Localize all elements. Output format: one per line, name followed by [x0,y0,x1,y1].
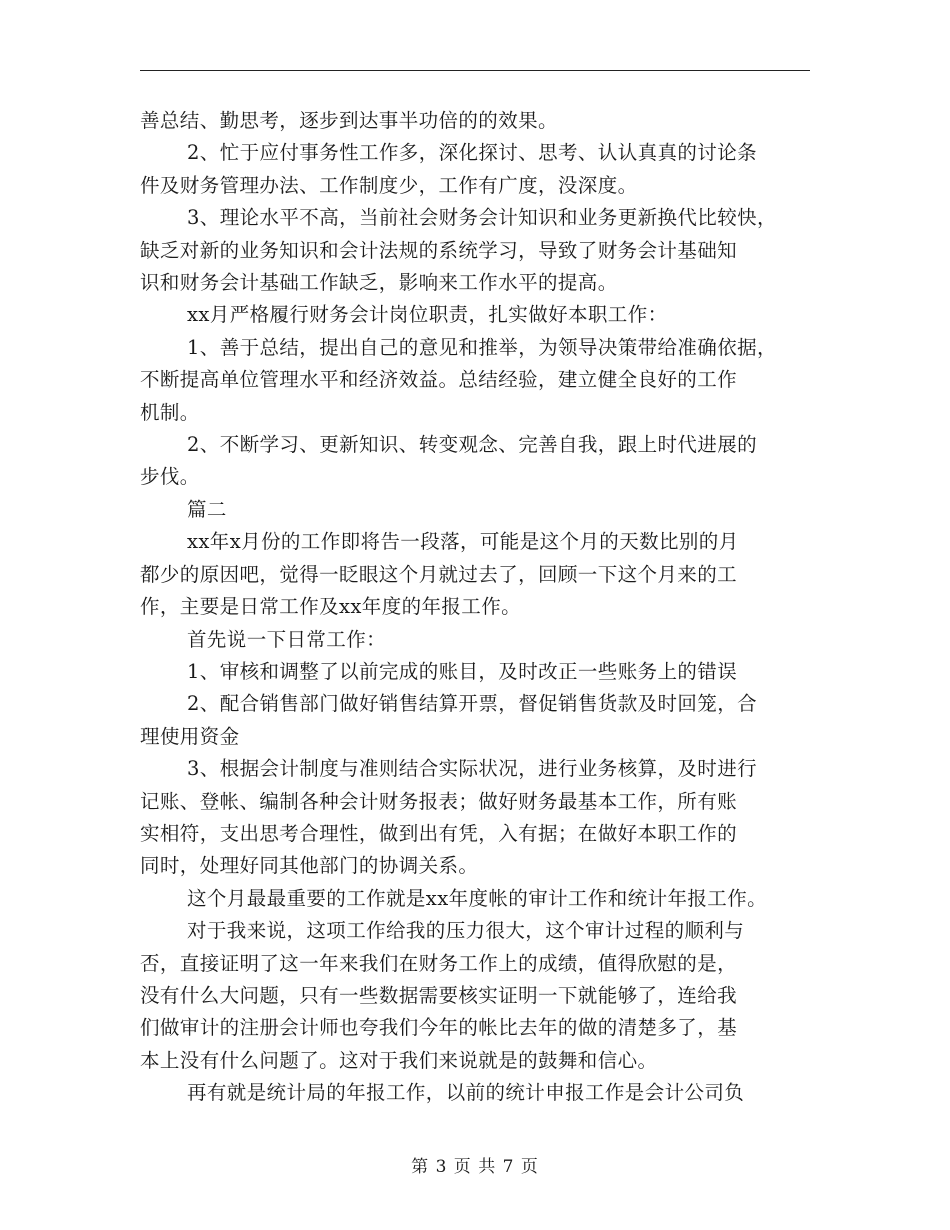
text-line: 2、不断学习、更新知识、转变观念、完善自我，跟上时代进展的 [187,433,758,457]
text-line: 2、忙于应付事务性工作多，深化探讨、思考、认认真真的讨论条 [187,141,758,165]
text-line: 再有就是统计局的年报工作，以前的统计申报工作是会计公司负 [187,1081,745,1105]
text-line: 1、审核和调整了以前完成的账目，及时改正一些账务上的错误 [187,659,738,683]
text-line: 记账、登帐、编制各种会计财务报表；做好财务最基本工作，所有账 [140,789,738,813]
text-line: 这个月最最重要的工作就是xx年度帐的审计工作和统计年报工作。 [187,886,767,910]
text-line: 2、配合销售部门做好销售结算开票，督促销售货款及时回笼，合 [187,692,758,716]
text-line: 理使用资金 [140,724,240,748]
text-line: 实相符，支出思考合理性，做到出有凭，入有据；在做好本职工作的 [140,821,738,845]
header-rule [140,70,810,71]
text-line: 件及财务管理办法、工作制度少，工作有广度，没深度。 [140,173,638,197]
text-line: 同时，处理好同其他部门的协调关系。 [140,854,479,878]
text-line: 否，直接证明了这一年来我们在财务工作上的成绩，值得欣慰的是， [140,951,738,975]
text-line: 们做审计的注册会计师也夸我们今年的帐比去年的做的清楚多了，基 [140,1016,738,1040]
text-line: 对于我来说，这项工作给我的压力很大，这个审计过程的顺利与 [187,919,745,943]
text-line: 1、善于总结，提出自己的意见和推举，为领导决策带给准确依据， [187,335,777,359]
text-line: 本上没有什么问题了。这对于我们来说就是的鼓舞和信心。 [140,1048,658,1072]
text-line: 识和财务会计基础工作缺乏，影响来工作水平的提高。 [140,271,618,295]
text-line: xx月严格履行财务会计岗位职责，扎实做好本职工作： [187,303,668,327]
text-line: 没有什么大问题，只有一些数据需要核实证明一下就能够了，连给我 [140,983,738,1007]
text-line: 作，主要是日常工作及xx年度的年报工作。 [140,595,521,619]
text-line: 步伐。 [140,465,200,489]
text-line: 3、理论水平不高，当前社会财务会计知识和业务更新换代比较快， [187,206,777,230]
document-body [140,105,815,1110]
text-line: 缺乏对新的业务知识和会计法规的系统学习，导致了财务会计基础知 [140,238,738,262]
text-line: 3、根据会计制度与准则结合实际状况，进行业务核算，及时进行 [187,757,758,781]
text-line: 善总结、勤思考，逐步到达事半功倍的的效果。 [140,109,558,132]
text-line: 不断提高单位管理水平和经济效益。总结经验，建立健全良好的工作 [140,368,738,392]
text-line: 都少的原因吧，觉得一眨眼这个月就过去了，回顾一下这个月来的工 [140,562,738,586]
page-footer: 第 3 页 共 7 页 [411,1157,539,1177]
text-line: 机制。 [140,400,200,424]
text-line: xx年x月份的工作即将告一段落，可能是这个月的天数比别的月 [187,530,739,554]
text-line: 首先说一下日常工作： [187,627,387,651]
text-line: 篇二 [187,497,227,521]
